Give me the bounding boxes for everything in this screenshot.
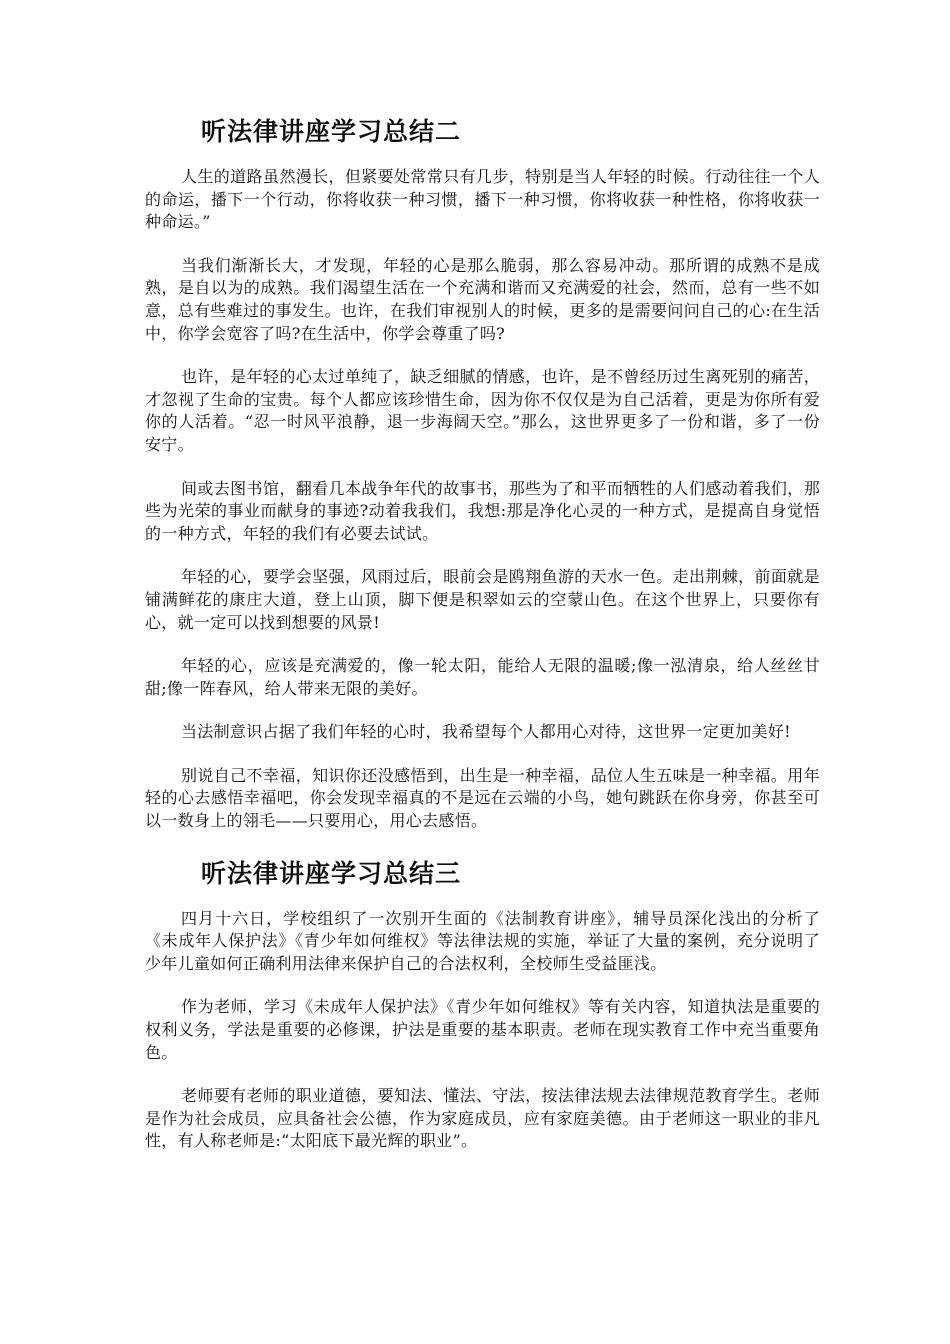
section-title: 听法律讲座学习总结二 — [201, 117, 462, 146]
paragraph: 人生的道路虽然漫长，但紧要处常常只有几步，特别是当人年轻的时候。行动往往一个人的命运，播下一个行动，你将收获一种习惯，播下一种习惯，你将收获一种性格，你将收获一种命运。” — [145, 167, 820, 232]
paragraph: 也许，是年轻的心太过单纯了，缺乏细腻的情感，也许，是不曾经历过生离死别的痛苦，才忽视了生命的宝贵。每个人都应该珍惜生命，因为你不仅仅是为自己活着，更是为你所有爱你的人活着。“忍一时风平浪静，退一步海阔天空。”那么，这世界更多了一份和谐，多了一份安宁。 — [145, 367, 820, 454]
paragraph: 当法制意识占据了我们年轻的心时，我希望每个人都用心对待，这世界一定更加美好! — [181, 722, 791, 742]
paragraph: 年轻的心，应该是充满爱的，像一轮太阳，能给人无限的温暖;像一泓清泉，给人丝丝甘甜;像一阵春风，给人带来无限的美好。 — [145, 656, 820, 698]
paragraph: 作为老师，学习《未成年人保护法》《青少年如何维权》等有关内容，知道执法是重要的权利义务，学法是重要的必修课，护法是重要的基本职责。老师在现实教育工作中充当重要角色。 — [145, 997, 820, 1062]
paragraph: 年轻的心，要学会坚强，风雨过后，眼前会是鸥翔鱼游的天水一色。走出荆棘，前面就是铺满鲜花的康庄大道，登上山顶，脚下便是积翠如云的空蒙山色。在这个世界上，只要你有心，就一定可以找到想要的风景! — [145, 567, 820, 632]
paragraph: 当我们渐渐长大，才发现，年轻的心是那么脆弱，那么容易冲动。那所谓的成熟不是成熟，是自以为的成熟。我们渴望生活在一个充满和谐而又充满爱的社会，然而，总有一些不如意，总有些难过的事发生。也许，在我们审视别人的时候，更多的是需要问问自己的心:在生活中，你学会宽容了吗?在生活中，你学会尊重了吗? — [145, 255, 820, 343]
paragraph: 老师要有老师的职业道德，要知法、懂法、守法，按法律法规去法律规范教育学生。老师是作为社会成员，应具备社会公德，作为家庭成员，应有家庭美德。由于老师这一职业的非凡性，有人称老师是:“太阳底下最光辉的职业”。 — [145, 1086, 820, 1151]
section-title: 听法律讲座学习总结三 — [201, 858, 462, 888]
paragraph: 别说自己不幸福，知识你还没感悟到，出生是一种幸福，品位人生五味是一种幸福。用年轻的心去感悟幸福吧，你会发现幸福真的不是远在云端的小鸟，她句跳跃在你身旁，你甚至可以一数身上的翎毛——只要用心，用心去感悟。 — [145, 765, 820, 831]
document-page — [145, 112, 820, 1174]
section-summary-three — [145, 854, 820, 1153]
paragraph: 四月十六日，学校组织了一次别开生面的《法制教育讲座》，辅导员深化浅出的分析了《未成年人保护法》《青少年如何维权》等法律法规的实施，举证了大量的案例，充分说明了少年儿童如何正确利用法律来保护自己的合法权利，全校师生受益匪浅。 — [145, 908, 820, 973]
paragraph: 间或去图书馆，翻看几本战争年代的故事书，那些为了和平而牺牲的人们感动着我们，那些为光荣的事业而献身的事迹?动着我我们，我想:那是净化心灵的一种方式，是提高自身觉悟的一种方式，年轻的我们有必要去试试。 — [145, 478, 820, 543]
section-summary-two — [145, 112, 820, 833]
